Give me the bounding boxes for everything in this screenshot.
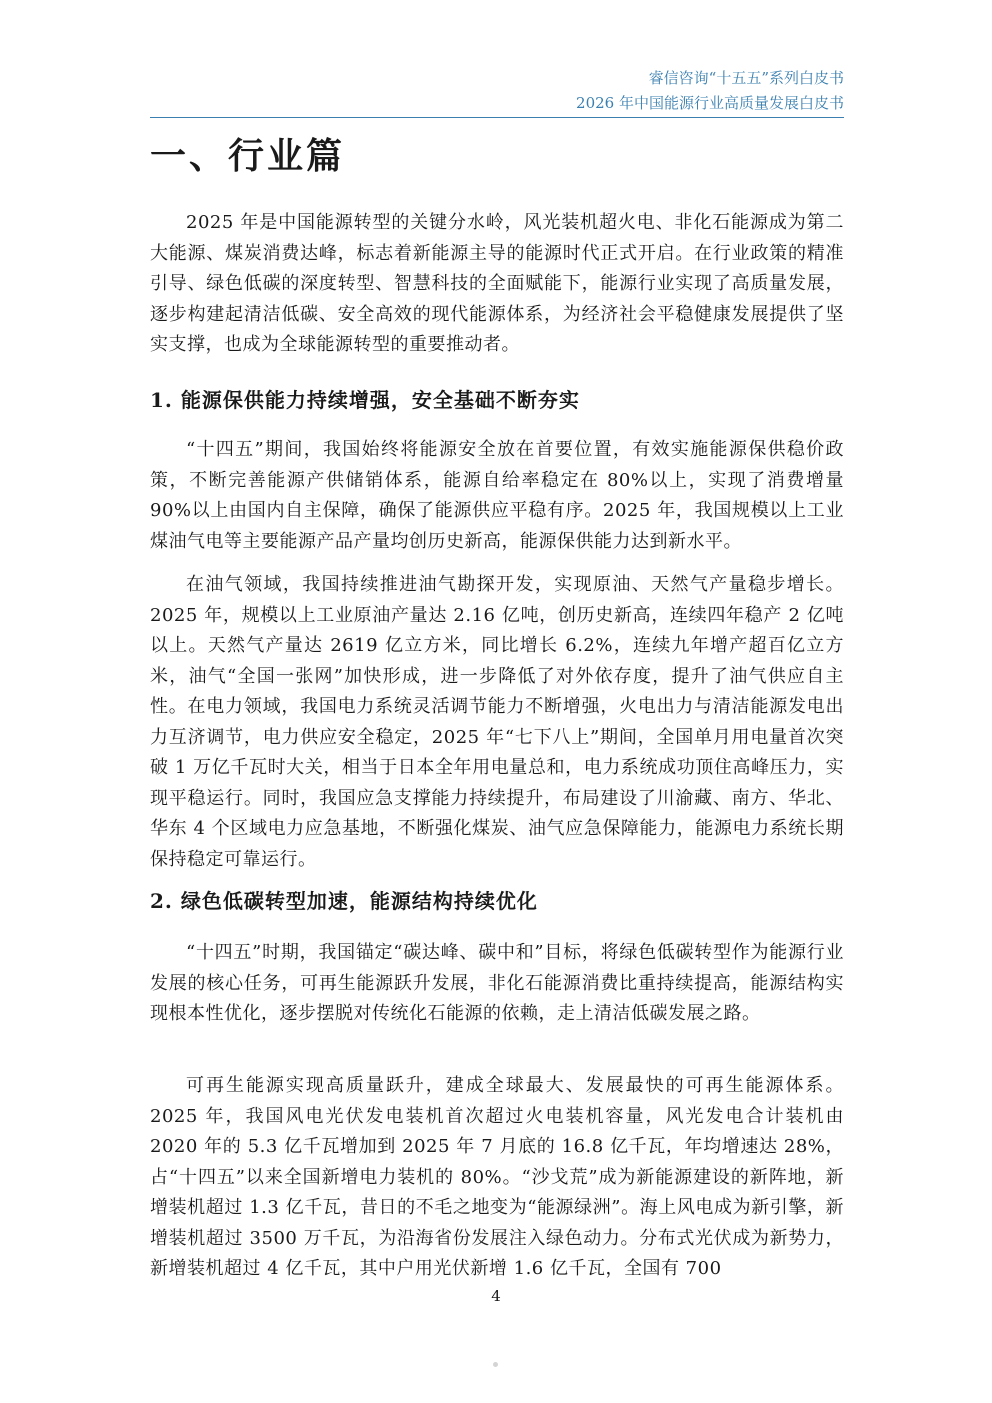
section-heading-2: 2. 绿色低碳转型加速，能源结构持续优化 [150,889,538,913]
chapter-title: 一、行业篇 [150,135,346,177]
header-divider [150,117,844,118]
section-2-paragraph-2: 可再生能源实现高质量跃升，建成全球最大、发展最快的可再生能源体系。2025 年，我国风电光伏发电装机首次超过火电装机容量，风光发电合计装机由 2020 年的 5.3 亿千瓦增加到 2025 年 7 月底的 16.8 亿千瓦，年均增速达 28%，占“十四五”以来全国新增电力装机的 80%。“沙戈荒”成为新能源建设的新阵地，新增装机超过 1.3 亿千瓦，昔日的不毛之地变为“能源绿洲”。海上风电成为新引擎，新增装机超过 3500 万千瓦，为沿海省份发展注入绿色动力。分布式光伏成为新势力，新增装机超过 4 亿千瓦，其中户用光伏新增 1.6 亿千瓦，全国有 700 [150,1075,844,1279]
running-header [576,66,844,116]
header-series-title: 睿信咨询“十五五”系列白皮书 [648,69,844,87]
section-2-paragraph-1: “十四五”时期，我国锚定“碳达峰、碳中和”目标，将绿色低碳转型作为能源行业发展的核心任务，可再生能源跃升发展，非化石能源消费比重持续提高，能源结构实现根本性优化，逐步摆脱对传统化石能源的依赖，走上清洁低碳发展之路。 [150,942,844,1024]
header-report-title: 2026 年中国能源行业高质量发展白皮书 [576,94,844,112]
page-indicator-dot [493,1362,498,1367]
section-1-paragraph-2: 在油气领域，我国持续推进油气勘探开发，实现原油、天然气产量稳步增长。2025 年，规模以上工业原油产量达 2.16 亿吨，创历史新高，连续四年稳产 2 亿吨以上。天然气产量达 2619 亿立方米，同比增长 6.2%，连续九年增产超百亿立方米，油气“全国一张网”加快形成，进一步降低了对外依存度，提升了油气供应自主性。在电力领域，我国电力系统灵活调节能力不断增强，火电出力与清洁能源发电出力互济调节，电力供应安全稳定，2025 年“七下八上”期间，全国单月用电量首次突破 1 万亿千瓦时大关，相当于日本全年用电量总和，电力系统成功顶住高峰压力，实现平稳运行。同时，我国应急支撑能力持续提升，布局建设了川渝藏、南方、华北、华东 4 个区域电力应急基地，不断强化煤炭、油气应急保障能力，能源电力系统长期保持稳定可靠运行。 [150,574,844,870]
intro-paragraph: 2025 年是中国能源转型的关键分水岭，风光装机超火电、非化石能源成为第二大能源、煤炭消费达峰，标志着新能源主导的能源时代正式开启。在行业政策的精准引导、绿色低碳的深度转型、智慧科技的全面赋能下，能源行业实现了高质量发展，逐步构建起清洁低碳、安全高效的现代能源体系，为经济社会平稳健康发展提供了坚实支撑，也成为全球能源转型的重要推动者。 [150,212,844,355]
section-1-paragraph-1: “十四五”期间，我国始终将能源安全放在首要位置，有效实施能源保供稳价政策，不断完善能源产供储销体系，能源自给率稳定在 80%以上，实现了消费增量 90%以上由国内自主保障，确保了能源供应平稳有序。2025 年，我国规模以上工业煤油气电等主要能源产品产量均创历史新高，能源保供能力达到新水平。 [150,439,844,552]
section-heading-1: 1. 能源保供能力持续增强，安全基础不断夯实 [150,388,580,412]
page-number: 4 [491,1287,501,1305]
